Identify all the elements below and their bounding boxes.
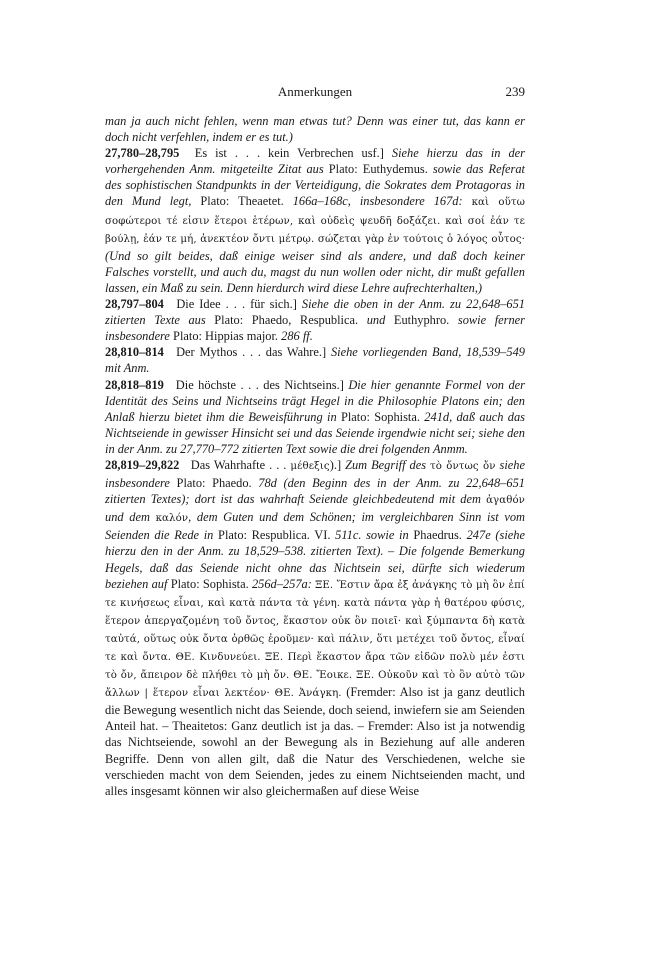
source-citation: Plato: Sophista. bbox=[170, 576, 249, 591]
greek-term: μέθεξις bbox=[290, 460, 330, 472]
running-header bbox=[105, 84, 525, 100]
note-entry bbox=[105, 145, 525, 296]
notes-body bbox=[105, 113, 525, 799]
note-commentary: 78d (den Beginn des in der Anm. zu 22,648–651 zitierten Textes); dort ist das wahrhaft Seiende gleichbedeutend mit dem bbox=[105, 476, 525, 507]
greek-quotation: καὶ οὕτω σοφώτεροι τέ εἰσιν ἕτεροι ἑτέρων, καὶ οὐδεὶς ψευδῆ δοξάζει. καὶ σοί ἐάν τε βούλῃ, ἐάν τε μή, ἀνεκτέον ὄντι μέτρῳ. σώζεται γὰρ ἐν τούτοις ὁ λόγος οὗτος· bbox=[105, 197, 525, 245]
note-reference: 27,780–28,795 bbox=[105, 146, 180, 161]
note-entry bbox=[105, 377, 525, 457]
note-commentary: , dem Guten und dem Schönen; im vergleichbaren Sinn ist vom Seienden die Rede in bbox=[105, 510, 525, 543]
greek-term: τὸ ὄντως ὄν bbox=[430, 460, 496, 472]
note-entry bbox=[105, 296, 525, 344]
note-commentary: Siehe hierzu das in der vorhergehenden Anm. mitgeteilte Zitat aus bbox=[105, 146, 525, 177]
note-commentary: sowie das Referat des sophistischen Standpunkts in der Verteidigung, die Sokrates dem Protagoras in den Mund legt, bbox=[105, 162, 525, 209]
note-commentary: 247e (siehe hierzu den in der Anm. zu 18,529–538. zitierten Text). – Die folgende Bemerkung Hegels, daß das Seiende nicht ohne das Nichtsein sei, dürfte sich wiederum beziehen auf bbox=[105, 528, 525, 591]
note-lemma: Das Wahrhafte . . . bbox=[190, 457, 287, 472]
header-title: Anmerkungen bbox=[277, 84, 353, 99]
source-citation: Plato: Sophista. bbox=[340, 409, 420, 424]
note-commentary: und bbox=[366, 313, 386, 328]
note-commentary: 511c. sowie in bbox=[335, 528, 409, 543]
note-commentary: Siehe vorliegenden Band, 18,539–549 mit Anm. bbox=[105, 345, 525, 376]
note-lemma: Es ist . . . kein Verbrechen usf.] bbox=[194, 146, 384, 161]
note-lemma: Der Mythos . . . das Wahre.] bbox=[176, 345, 327, 360]
note-continuation bbox=[105, 113, 525, 145]
note-entry bbox=[105, 344, 525, 376]
note-commentary: Zum Begriff des bbox=[345, 457, 427, 472]
source-citation: Plato: Theaetet. bbox=[200, 194, 284, 209]
source-citation: Plato: Respublica. VI. bbox=[218, 528, 331, 543]
source-citation: Euthyphro. bbox=[393, 313, 450, 328]
note-entry bbox=[105, 457, 525, 799]
note-text: man ja auch nicht fehlen, wenn man etwas tut? Denn was einer tut, das kann er doch nicht verfehlen, indem er es tut.) bbox=[105, 114, 525, 145]
note-lemma: Die Idee . . . für sich.] bbox=[176, 297, 297, 312]
note-commentary: 256d–257a: bbox=[251, 576, 312, 591]
greek-term: καλόν bbox=[155, 513, 189, 525]
note-commentary: siehe insbesondere bbox=[105, 457, 525, 491]
source-citation: Plato: Phaedo, Respublica. bbox=[214, 313, 359, 328]
note-commentary: sowie ferner insbesondere bbox=[105, 313, 525, 344]
quotation-translation: (Fremder: Also ist ja ganz deutlich die Bewegung wesentlich nicht das Seiende, doch seiend, inwiefern sie am Seienden Anteil hat. – Theaitetos: Ganz deutlich ist ja das. – Fremder: Also ist ja notwendig das Nichtseiende, sowohl an der Bewegung als in Beziehung auf alle anderen Begriffe. Denn von allen gilt, daß die Natur des Verschiedenen, welche sie verschieden macht von dem Seienden, jedes zu einem Nichtseienden macht, und alles insgesamt können wir also gleichermaßen auf diese Weise bbox=[105, 685, 525, 798]
note-reference: 28,797–804 bbox=[105, 297, 164, 312]
page-number: 239 bbox=[505, 84, 525, 99]
note-commentary: 166a–168c, insbesondere 167d: bbox=[292, 194, 463, 209]
note-reference: 28,819–29,822 bbox=[105, 457, 180, 472]
source-citation: Phaedrus. bbox=[413, 528, 462, 543]
note-commentary: 241d, daß auch das Nichtseiende in gewisser Hinsicht sei und das Seiende irgendwie nicht sei; siehe den in der Anm. zu 27,770–772 zitierten Text sowie die drei folgenden Anmm. bbox=[105, 409, 525, 456]
source-citation: Plato: Euthydemus. bbox=[328, 162, 428, 177]
note-commentary: Die hier genannte Formel von der Identität des Seins und Nichtseins trägt Hegel in die Philosophie Platons ein; den Anlaß hierzu bietet ihm die Beweisführung in bbox=[105, 377, 525, 424]
source-citation: Plato: Phaedo. bbox=[176, 476, 252, 491]
note-reference: 28,810–814 bbox=[105, 345, 164, 360]
note-commentary: und dem bbox=[105, 510, 150, 525]
source-citation: Plato: Hippias major. bbox=[173, 329, 279, 344]
note-lemma: Die höchste . . . des Nichtseins.] bbox=[175, 377, 344, 392]
greek-term: ἀγαθόν bbox=[486, 495, 525, 507]
greek-quotation: ΞΕ. Ἔστιν ἄρα ἐξ ἀνάγκης τὸ μὴ ὂν ἐπί τε κινήσεως εἶναι, καὶ κατὰ πάντα τὰ γένη. κατὰ πάντα γὰρ ἡ θατέρου φύσις, ἕτερον ἀπεργαζομένη τοῦ ὄντος, ἕκαστον οὐκ ὂν ποιεῖ· καὶ ξύμπαντα δὴ κατὰ ταὐτά, οὕτως οὐκ ὄντα ὀρθῶς ἐροῦμεν· καὶ πάλιν, ὅτι μετέχει τοῦ ὄντος, εἶναί τε καὶ ὄντα. ΘΕ. Κινδυνεύει. ΞΕ. Περὶ ἕκαστον ἄρα τῶν εἰδῶν πολὺ μέν ἐστι τὸ ὄν, ἄπειρον δὲ πλήθει τὸ μὴ ὄν. ΘΕ. Ἔοικε. ΞΕ. Οὐκοῦν καὶ τὸ ὂν αὐτὸ τῶν ἄλλων | ἕτερον εἶναι λεκτέον· ΘΕ. Ἀνάγκη. bbox=[105, 579, 525, 700]
note-commentary: Siehe die oben in der Anm. zu 22,648–651 zitierten Texte aus bbox=[105, 297, 525, 328]
note-commentary: 286 ff. bbox=[281, 329, 313, 344]
note-lemma-end: ).] bbox=[329, 457, 342, 472]
note-reference: 28,818–819 bbox=[105, 377, 164, 392]
quotation-translation: (Und so gilt beides, daß einige weiser sind als andere, und daß doch keiner Falsches vorstellt, und auch du, magst du nun wollen oder nicht, dir mußt gefallen lassen, ein Maß zu sein. Denn hierdurch wird diese Lehre aufrechterhalten,) bbox=[105, 248, 525, 295]
